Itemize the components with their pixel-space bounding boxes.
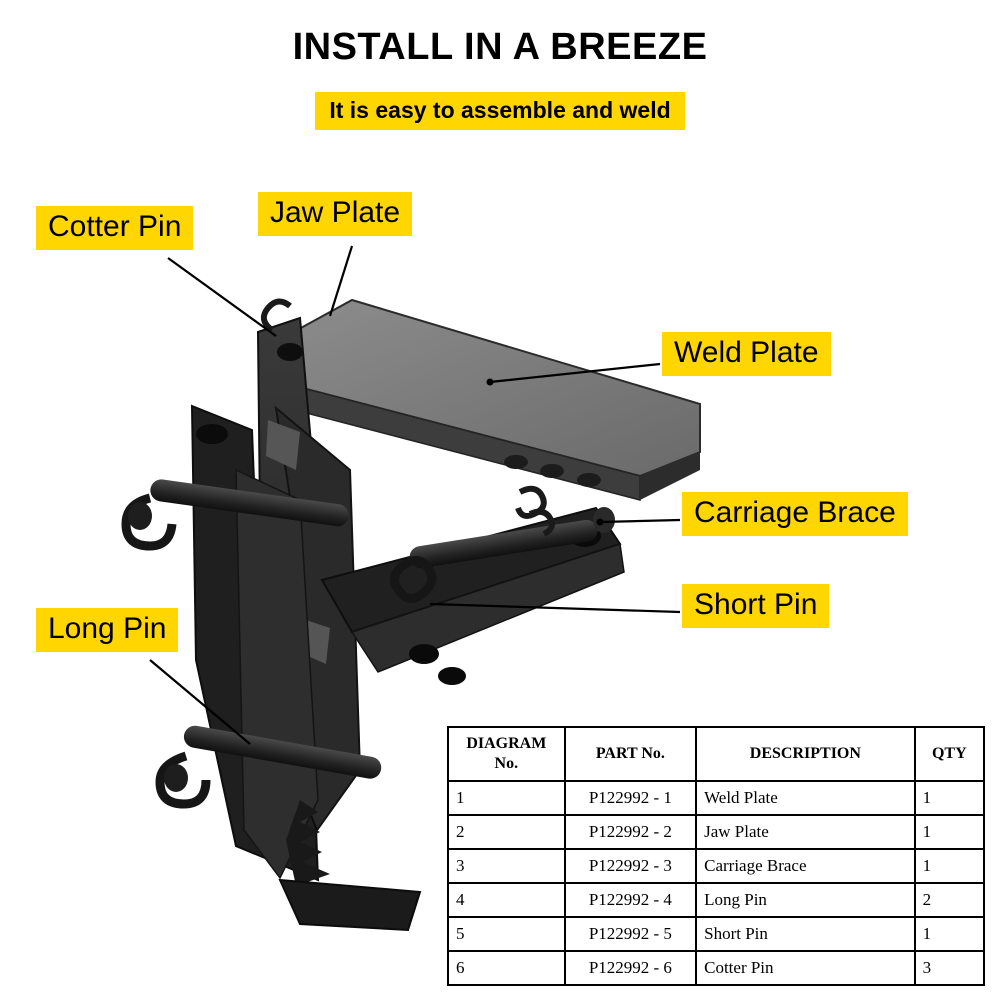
cell-part-no: P122992 - 1 xyxy=(565,781,696,815)
table-row xyxy=(448,917,984,951)
cell-part-no: P122992 - 2 xyxy=(565,815,696,849)
cell-qty: 1 xyxy=(915,917,984,951)
cell-diagram-no: 5 xyxy=(448,917,565,951)
callout-short-pin: Short Pin xyxy=(682,584,829,628)
cell-part-no: P122992 - 6 xyxy=(565,951,696,985)
callout-cotter-pin: Cotter Pin xyxy=(36,206,193,250)
cell-diagram-no: 4 xyxy=(448,883,565,917)
cell-part-no: P122992 - 5 xyxy=(565,917,696,951)
cell-description: Cotter Pin xyxy=(696,951,915,985)
parts-table xyxy=(447,726,985,986)
cell-description: Long Pin xyxy=(696,883,915,917)
cell-qty: 3 xyxy=(915,951,984,985)
cell-diagram-no: 6 xyxy=(448,951,565,985)
header-description: DESCRIPTION xyxy=(696,727,915,781)
table-row xyxy=(448,815,984,849)
header-diagram-no xyxy=(448,727,565,781)
cell-diagram-no: 3 xyxy=(448,849,565,883)
cell-diagram-no: 1 xyxy=(448,781,565,815)
cell-diagram-no: 2 xyxy=(448,815,565,849)
callout-long-pin: Long Pin xyxy=(36,608,178,652)
cell-qty: 1 xyxy=(915,849,984,883)
cell-part-no: P122992 - 3 xyxy=(565,849,696,883)
callout-jaw-plate: Jaw Plate xyxy=(258,192,412,236)
table-row xyxy=(448,781,984,815)
table-row xyxy=(448,849,984,883)
cell-qty: 2 xyxy=(915,883,984,917)
cell-description: Weld Plate xyxy=(696,781,915,815)
header-part-no: PART No. xyxy=(565,727,696,781)
cell-description: Jaw Plate xyxy=(696,815,915,849)
table-row xyxy=(448,951,984,985)
callout-carriage-brace: Carriage Brace xyxy=(682,492,908,536)
header-qty: QTY xyxy=(915,727,984,781)
parts-table-container xyxy=(447,726,985,986)
cell-qty: 1 xyxy=(915,781,984,815)
cell-description: Short Pin xyxy=(696,917,915,951)
header-diagram-line1: DIAGRAM xyxy=(466,735,547,752)
cell-part-no: P122992 - 4 xyxy=(565,883,696,917)
table-header-row xyxy=(448,727,984,781)
cell-qty: 1 xyxy=(915,815,984,849)
callout-weld-plate: Weld Plate xyxy=(662,332,831,376)
cell-description: Carriage Brace xyxy=(696,849,915,883)
subtitle-badge: It is easy to assemble and weld xyxy=(315,92,684,130)
table-row xyxy=(448,883,984,917)
header-diagram-line2: No. xyxy=(494,755,519,772)
page-title: INSTALL IN A BREEZE xyxy=(292,26,708,68)
